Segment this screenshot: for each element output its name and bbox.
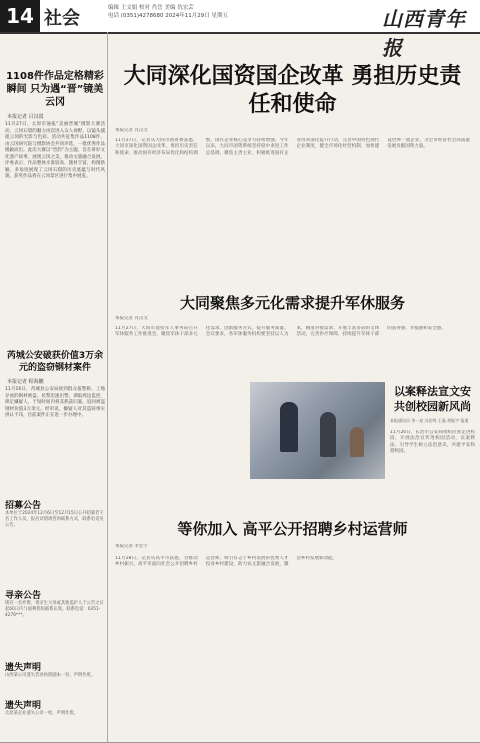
story2-headline: 大同聚焦多元化需求提升军休服务 [179, 294, 405, 312]
left-story-1-text: 11月27日，太原市通报“美丽晋城”摄影大赛活动，云冈石窟的魅力再次进入众人视野，以镜头捕捉云冈的光影与色彩。活动共征集作品1108件，由云冈研究院与摄影协会共同评选，一批优秀作品脱颖而出。此次大赛以“晋韵”为主题，旨在讲好文化遗产故事，展现云冈之美，推动文旅融合发展。评委表示，作品整体水准较高，题材丰富，构图新颖，多角度展现了云冈石窟的历史底蕴与时代风貌，获奖作品将在云冈景区进行集中展览。 [5, 122, 105, 179]
story4-headline: 等你加入 高平公开招聘乡村运营师 [177, 520, 408, 538]
story3-byline: 本报通讯员 李一星 冯宏鸣 王磊 胡振宇 报道 [390, 418, 469, 423]
page-number: 14 [0, 0, 40, 32]
notice-lost-2 [5, 698, 105, 717]
story4-text: 11月28日，记者从高平市获悉，为推动乡村振兴，高平市面向社会公开招聘乡村运营师，吸引有志于乡村发展的优秀人才投身乡村建设，助力农文旅融合发展，激活乡村发展新动能。 [115, 556, 337, 568]
notice-find-family-tag: 寻亲公告 [5, 591, 42, 601]
notice-find-family-text: 现有一名弃婴，请亲生父母或其他监护人于公告之日起60日内与福利机构联系认领。联系电话：0351-4276***。 [5, 601, 104, 618]
officer-figure [320, 412, 336, 457]
main-headline-text: 11月27日，记者从大同市国资委获悉，大同市深化国资国企改革，勇担历史责任和使命，推动国有经济布局优化和结构调整，国有企业核心竞争力持续增强。今年以来，大同市国资系统坚持稳中求进工作总基调，聚焦主责主业，积极推进国有企业改革深化提升行动，完善中国特色现代企业制度，健全市场化经营机制，加快建设世界一流企业，为全市经济社会高质量发展贡献国资力量。 [115, 138, 470, 156]
officer-figure [280, 402, 298, 452]
story3-headline: 以案释法宣文安 共创校园新风尚 [394, 385, 471, 413]
meta-line-1: 编辑 王文娟 校对 肖岳 美编 仇宏芸 [108, 5, 194, 11]
notice-lost-1 [5, 660, 105, 679]
story3-text: 11月26日，长治市公安局组织民警走进校园，开展法治宣传进校园活动，以案释法，引导学生树立法治意识，共建平安和谐校园。 [390, 430, 475, 455]
meta-line-2: 电话 (0351)4278680 2024年11月29日 星期五 [108, 13, 229, 19]
notice-lost-1-tag: 遗失声明 [5, 663, 42, 673]
left-story-1-title: 1108件作品定格精彩瞬间 只为遇“晋”镜美云冈 [6, 71, 104, 108]
story2-byline: 本报记者 肖汉文 [115, 316, 148, 321]
notice-recruit-tag: 招募公告 [5, 501, 42, 511]
newspaper-logo: 山西青年报 [382, 7, 466, 60]
left-story-2-byline: 本报记者 程海鹏 [7, 379, 44, 385]
notice-recruit-text: 本单位于2024年12月6日至12月15日公开招募若干名工作人员，报名详情请咨询联系方式，联系电话见公告。 [5, 511, 104, 528]
story2-text-continued [115, 386, 245, 478]
left-story-2-title: 芮城公安破获价值3万余元的盗窃钢材案件 [6, 351, 104, 373]
section-title: 社会 [44, 8, 80, 29]
notice-lost-2-tag: 遗失声明 [5, 701, 42, 711]
main-headline-byline: 本报记者 肖汉文 [115, 128, 148, 133]
notice-find-family [5, 588, 105, 619]
main-headline: 大同深化国资国企改革 勇担历史责任和使命 [123, 63, 462, 117]
story4-byline: 本报记者 李宏宇 [115, 544, 148, 549]
notice-lost-2-text: 太原某企业遗失公章一枚，声明作废。 [5, 711, 79, 716]
left-story-2-text: 11月16日，芮城县公安局接到群众报警称，工地存放的钢材被盗。民警迅速出警，调取周边监控，锁定嫌疑人，于短时间内将其抓获归案，追回被盗钢材价值3万余元。经审讯，嫌疑人对其盗窃事实供认不讳，目前案件正在进一步办理中。 [5, 387, 105, 418]
school-photo [250, 382, 385, 479]
story2-text: 11月27日，大同市退役军人事务局召开军休服务工作推进会，聚焦军休干部多元化需求，创新服务方式，提升服务质量。会议要求，各军休服务机构要坚持以人为本，精准对接需求，开展丰富多彩的文体活动，完善医疗保障，持续提升军休干部的获得感、幸福感和安全感。 [115, 326, 446, 338]
student-figure [350, 427, 364, 457]
left-story-1 [5, 70, 105, 320]
notice-recruit [5, 498, 105, 529]
left-story-1-byline: 本报记者 吕汉霞 [7, 114, 44, 120]
editor-info [108, 4, 228, 20]
left-story-2 [5, 350, 105, 480]
page-header [0, 0, 480, 60]
notice-lost-1-text: 山西某公司遗失营业执照副本一份，声明作废。 [5, 673, 96, 678]
column-divider [107, 32, 108, 742]
